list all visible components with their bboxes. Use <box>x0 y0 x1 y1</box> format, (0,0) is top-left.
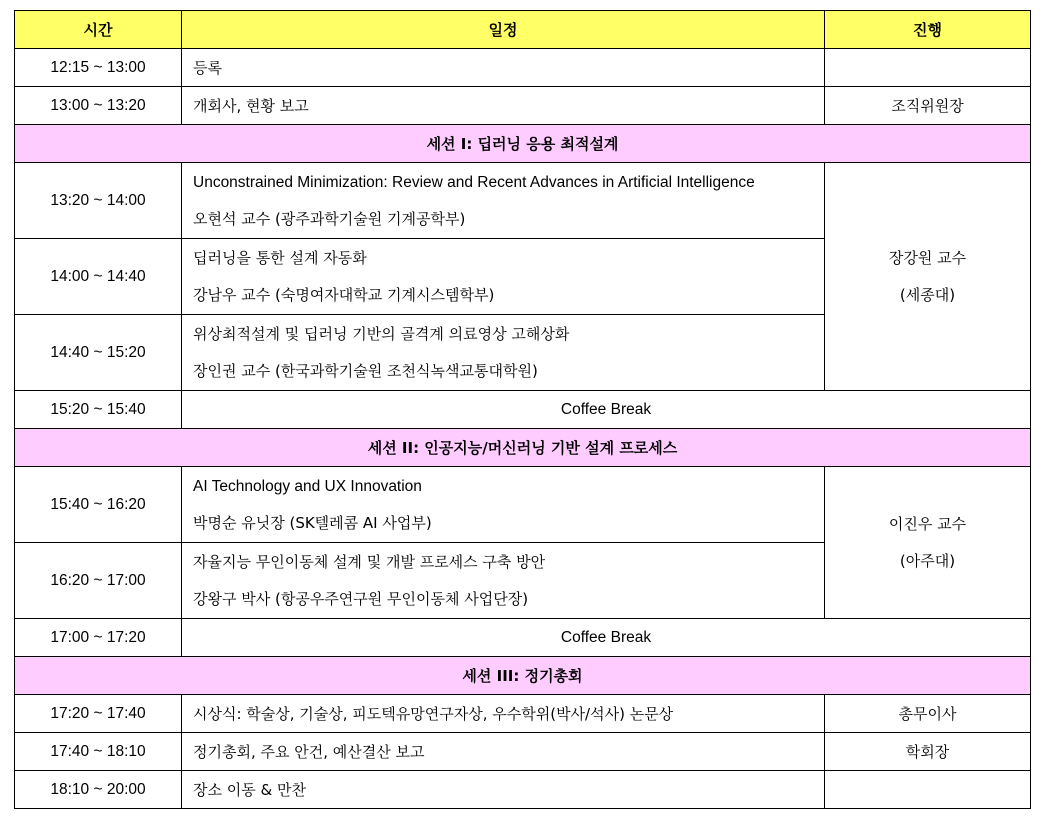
time-cell: 17:00 ~ 17:20 <box>15 619 182 657</box>
program-cell: 정기총회, 주요 안건, 예산결산 보고 <box>182 733 825 771</box>
program-cell: 등록 <box>182 49 825 87</box>
chair-cell: 총무이사 <box>825 695 1031 733</box>
header-chair: 진행 <box>825 11 1031 49</box>
program-cell: 개회사, 현황 보고 <box>182 87 825 125</box>
session-title: 세션 III: 정기총회 <box>15 657 1031 695</box>
session-title: 세션 II: 인공지능/머신러닝 기반 설계 프로세스 <box>15 429 1031 467</box>
coffee-break-cell: Coffee Break <box>182 391 1031 429</box>
talk-title: 딥러닝을 통한 설계 자동화 <box>193 248 367 267</box>
talk-speaker: 박명순 유닛장 (SK텔레콤 AI 사업부) <box>193 513 432 532</box>
table-row <box>15 619 1031 657</box>
chair-affiliation: (아주대) <box>899 551 956 570</box>
header-program: 일정 <box>182 11 825 49</box>
table-row <box>15 87 1031 125</box>
chair-affiliation: (세종대) <box>899 285 956 304</box>
chair-name: 장강원 교수 <box>888 248 967 267</box>
program-cell <box>182 467 825 543</box>
talk-speaker: 오현석 교수 (광주과학기술원 기계공학부) <box>193 209 466 228</box>
time-cell: 17:20 ~ 17:40 <box>15 695 182 733</box>
talk-title: AI Technology and UX Innovation <box>193 477 422 495</box>
time-cell: 13:00 ~ 13:20 <box>15 87 182 125</box>
talk-title: Unconstrained Minimization: Review and Recent Advances in Artificial Intelligence <box>193 173 755 191</box>
table-row <box>15 695 1031 733</box>
program-cell <box>182 315 825 391</box>
time-cell: 14:40 ~ 15:20 <box>15 315 182 391</box>
coffee-break-cell: Coffee Break <box>182 619 1031 657</box>
time-cell: 15:20 ~ 15:40 <box>15 391 182 429</box>
talk-speaker: 강왕구 박사 (항공우주연구원 무인이동체 사업단장) <box>193 589 529 608</box>
talk-speaker: 강남우 교수 (숙명여자대학교 기계시스템학부) <box>193 285 495 304</box>
time-cell: 17:40 ~ 18:10 <box>15 733 182 771</box>
chair-cell: 조직위원장 <box>825 87 1031 125</box>
time-cell: 18:10 ~ 20:00 <box>15 771 182 809</box>
time-cell: 13:20 ~ 14:00 <box>15 163 182 239</box>
chair-cell <box>825 771 1031 809</box>
session-header-row <box>15 429 1031 467</box>
chair-cell <box>825 467 1031 619</box>
header-time: 시간 <box>15 11 182 49</box>
program-cell: 장소 이동 & 만찬 <box>182 771 825 809</box>
chair-name: 이진우 교수 <box>888 514 967 533</box>
chair-cell <box>825 163 1031 391</box>
talk-speaker: 장인권 교수 (한국과학기술원 조천식녹색교통대학원) <box>193 361 538 380</box>
schedule-table <box>14 10 1031 809</box>
table-row <box>15 733 1031 771</box>
program-cell <box>182 239 825 315</box>
talk-title: 위상최적설계 및 딥러닝 기반의 골격계 의료영상 고해상화 <box>193 324 570 343</box>
table-row <box>15 163 1031 239</box>
chair-cell <box>825 49 1031 87</box>
chair-cell: 학회장 <box>825 733 1031 771</box>
table-row <box>15 467 1031 543</box>
program-cell <box>182 543 825 619</box>
header-row <box>15 11 1031 49</box>
time-cell: 15:40 ~ 16:20 <box>15 467 182 543</box>
time-cell: 14:00 ~ 14:40 <box>15 239 182 315</box>
table-row <box>15 49 1031 87</box>
table-row <box>15 771 1031 809</box>
table-row <box>15 391 1031 429</box>
time-cell: 16:20 ~ 17:00 <box>15 543 182 619</box>
program-cell <box>182 163 825 239</box>
talk-title: 자율지능 무인이동체 설계 및 개발 프로세스 구축 방안 <box>193 552 546 571</box>
session-header-row <box>15 125 1031 163</box>
session-title: 세션 I: 딥러닝 응용 최적설계 <box>15 125 1031 163</box>
time-cell: 12:15 ~ 13:00 <box>15 49 182 87</box>
session-header-row <box>15 657 1031 695</box>
program-cell: 시상식: 학술상, 기술상, 피도텍유망연구자상, 우수학위(박사/석사) 논문상 <box>182 695 825 733</box>
